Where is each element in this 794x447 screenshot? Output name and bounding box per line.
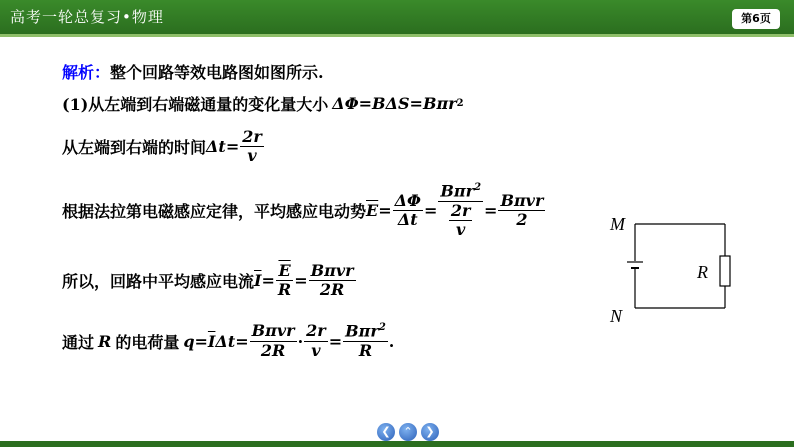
chevron-up-icon[interactable]: ⌃ bbox=[399, 423, 417, 441]
charge-fraction-3 bbox=[343, 322, 388, 360]
time-text: 从左端到右端的时间 bbox=[62, 138, 207, 158]
current-f2-num: Bπvr bbox=[310, 261, 354, 280]
charge-text2: 的电荷量 bbox=[115, 332, 180, 352]
charge-q: q bbox=[183, 331, 195, 351]
current-equals-1: = bbox=[261, 271, 275, 291]
header-divider bbox=[0, 34, 794, 37]
charge-f3-den: R bbox=[358, 340, 373, 360]
charge-I: $\overline{I}$ bbox=[207, 331, 216, 351]
time-lhs: Δt= bbox=[206, 137, 240, 157]
emf-f1-num: ΔΦ bbox=[394, 190, 421, 210]
flux-change-line bbox=[62, 92, 464, 115]
time-numerator: 2r bbox=[242, 127, 262, 146]
label-M: M bbox=[610, 214, 625, 234]
emf-equals-3: = bbox=[484, 201, 498, 221]
label-N: N bbox=[610, 306, 623, 326]
time-line bbox=[62, 128, 265, 166]
emf-fraction-2 bbox=[438, 182, 483, 240]
current-f1-num: $\overline{E}$ bbox=[278, 261, 291, 280]
page-number-badge: 第6页 bbox=[732, 9, 780, 29]
charge-equals-1: = bbox=[194, 331, 208, 351]
charge-R: R bbox=[98, 331, 112, 351]
current-fraction-2 bbox=[309, 262, 356, 300]
label-R: R bbox=[697, 262, 708, 282]
emf-f2-den-den: v bbox=[456, 220, 466, 240]
time-fraction bbox=[240, 128, 264, 166]
analysis-text: 整个回路等效电路图如图所示. bbox=[110, 63, 324, 82]
current-line bbox=[62, 262, 357, 300]
charge-fraction-2 bbox=[304, 322, 328, 360]
emf-symbol: $\overline{E}$ bbox=[366, 201, 379, 221]
emf-f2-den-fraction bbox=[449, 202, 473, 240]
resistor bbox=[720, 256, 730, 286]
chevron-left-icon[interactable]: ❮ bbox=[377, 423, 395, 441]
charge-dt: Δt= bbox=[215, 331, 249, 351]
emf-f2-den-num: 2r bbox=[450, 200, 471, 220]
emf-f3-den: 2 bbox=[516, 210, 528, 230]
footer-bar bbox=[0, 441, 794, 447]
charge-equals-2: = bbox=[328, 331, 343, 351]
analysis-label: 解析： bbox=[62, 63, 111, 82]
charge-f3-num: Bπr bbox=[345, 321, 379, 341]
charge-f1-den: 2R bbox=[260, 340, 286, 360]
emf-line bbox=[62, 182, 546, 240]
charge-text: 通过 bbox=[62, 332, 95, 352]
emf-fraction-1 bbox=[393, 192, 423, 230]
equivalent-circuit-diagram bbox=[605, 210, 745, 330]
flux-formula: ΔΦ=BΔS=Bπr bbox=[332, 94, 457, 113]
analysis-line bbox=[62, 60, 324, 83]
emf-f2-num: Bπr bbox=[440, 181, 475, 201]
charge-dot: · bbox=[297, 331, 304, 351]
course-title: 高考一轮总复习•物理 bbox=[10, 8, 164, 26]
charge-line bbox=[62, 322, 394, 360]
emf-f2-exp: 2 bbox=[474, 182, 482, 193]
emf-equals-2: = bbox=[423, 201, 438, 221]
emf-f3-num: Bπvr bbox=[500, 190, 544, 210]
emf-fraction-3 bbox=[498, 192, 545, 230]
part1-prefix: (1)从左端到右端磁通量的变化量大小 bbox=[62, 95, 329, 114]
time-denominator: v bbox=[247, 146, 257, 166]
emf-equals-1: = bbox=[378, 201, 392, 221]
charge-f2-num: 2r bbox=[306, 321, 326, 341]
charge-fraction-1 bbox=[250, 322, 297, 360]
slide-header bbox=[0, 0, 794, 34]
current-fraction-1 bbox=[276, 262, 293, 300]
charge-end: . bbox=[388, 331, 395, 351]
current-f1-den: R bbox=[277, 280, 292, 300]
chevron-right-icon[interactable]: ❯ bbox=[421, 423, 439, 441]
current-equals-2: = bbox=[294, 271, 308, 291]
charge-f2-den: v bbox=[311, 340, 321, 360]
charge-f1-num: Bπvr bbox=[251, 321, 295, 341]
current-f2-den: 2R bbox=[319, 280, 345, 300]
charge-f3-exp: 2 bbox=[378, 322, 386, 333]
current-text: 所以，回路中平均感应电流 bbox=[62, 272, 255, 292]
flux-exponent: 2 bbox=[456, 98, 464, 109]
emf-text: 根据法拉第电磁感应定律，平均感应电动势 bbox=[62, 202, 367, 222]
emf-f1-den: Δt bbox=[397, 210, 418, 230]
current-symbol: $\overline{I}$ bbox=[254, 271, 262, 291]
